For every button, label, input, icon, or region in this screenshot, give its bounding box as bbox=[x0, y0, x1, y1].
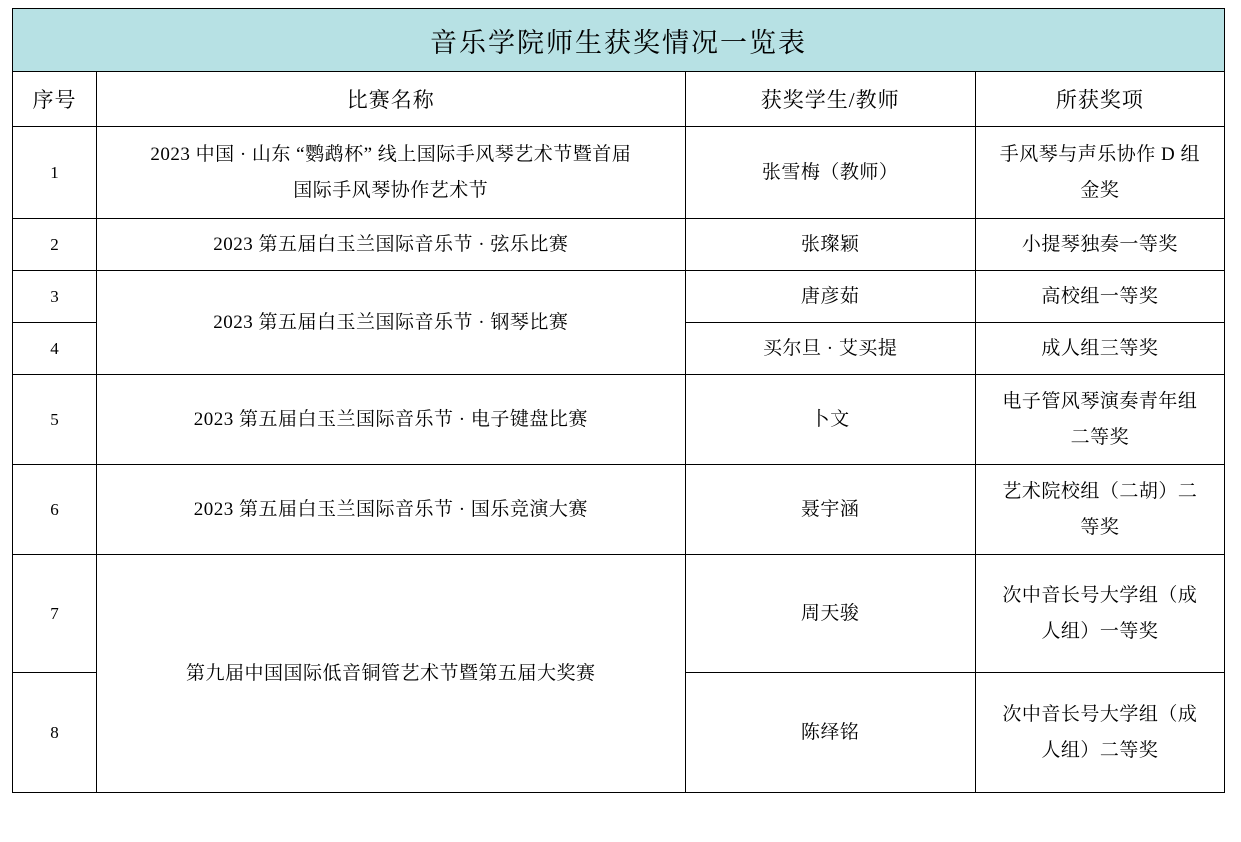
row-award bbox=[975, 465, 1224, 555]
row-award-line1: 手风琴与声乐协作 D 组 bbox=[999, 144, 1200, 166]
row-award-line2: 二等奖 bbox=[1070, 426, 1130, 448]
row-award: 小提琴独奏一等奖 bbox=[975, 219, 1224, 271]
table-row bbox=[13, 219, 1225, 271]
column-header-competition: 比赛名称 bbox=[97, 72, 685, 127]
row-index: 7 bbox=[13, 555, 97, 673]
row-index: 1 bbox=[13, 127, 97, 219]
row-award bbox=[975, 555, 1224, 673]
award-table bbox=[12, 8, 1225, 793]
row-award bbox=[975, 673, 1224, 793]
row-index: 6 bbox=[13, 465, 97, 555]
page-title: 音乐学院师生获奖情况一览表 bbox=[13, 9, 1225, 72]
column-header-person: 获奖学生/教师 bbox=[685, 72, 975, 127]
column-header-award: 所获奖项 bbox=[975, 72, 1224, 127]
table-title-row bbox=[13, 9, 1225, 72]
row-index: 3 bbox=[13, 271, 97, 323]
row-award bbox=[975, 127, 1224, 219]
row-competition-line2: 国际手风琴协作艺术节 bbox=[293, 179, 489, 201]
row-person: 张璨颖 bbox=[685, 219, 975, 271]
table-row bbox=[13, 465, 1225, 555]
row-competition-merged: 2023 第五届白玉兰国际音乐节 · 钢琴比赛 bbox=[97, 271, 685, 375]
table-header-row bbox=[13, 72, 1225, 127]
table-row bbox=[13, 271, 1225, 323]
table-row bbox=[13, 127, 1225, 219]
row-competition bbox=[97, 127, 685, 219]
row-competition: 2023 第五届白玉兰国际音乐节 · 国乐竞演大赛 bbox=[97, 465, 685, 555]
row-award-line1: 电子管风琴演奏青年组 bbox=[1002, 391, 1198, 413]
row-award-line1: 次中音长号大学组（成 bbox=[1002, 585, 1198, 607]
row-person: 唐彦茹 bbox=[685, 271, 975, 323]
row-award bbox=[975, 375, 1224, 465]
row-award: 高校组一等奖 bbox=[975, 271, 1224, 323]
row-award-line1: 艺术院校组（二胡）二 bbox=[1002, 481, 1198, 503]
row-award: 成人组三等奖 bbox=[975, 323, 1224, 375]
row-person: 买尔旦 · 艾买提 bbox=[685, 323, 975, 375]
row-index: 8 bbox=[13, 673, 97, 793]
row-person: 聂宇涵 bbox=[685, 465, 975, 555]
row-competition: 2023 第五届白玉兰国际音乐节 · 电子键盘比赛 bbox=[97, 375, 685, 465]
row-competition-line1: 2023 中国 · 山东 “鹦鹉杯” 线上国际手风琴艺术节暨首届 bbox=[150, 144, 632, 166]
table-row bbox=[13, 375, 1225, 465]
row-person: 周天骏 bbox=[685, 555, 975, 673]
row-competition: 2023 第五届白玉兰国际音乐节 · 弦乐比赛 bbox=[97, 219, 685, 271]
row-index: 5 bbox=[13, 375, 97, 465]
row-person: 张雪梅（教师） bbox=[685, 127, 975, 219]
row-award-line2: 金奖 bbox=[1080, 179, 1120, 201]
row-index: 4 bbox=[13, 323, 97, 375]
table-row bbox=[13, 555, 1225, 673]
row-person: 卜文 bbox=[685, 375, 975, 465]
row-index: 2 bbox=[13, 219, 97, 271]
row-award-line1: 次中音长号大学组（成 bbox=[1002, 704, 1198, 726]
row-award-line2: 人组）一等奖 bbox=[1041, 620, 1159, 642]
row-award-line2: 等奖 bbox=[1080, 516, 1120, 538]
row-award-line2: 人组）二等奖 bbox=[1041, 739, 1159, 761]
row-competition-merged: 第九届中国国际低音铜管艺术节暨第五届大奖赛 bbox=[97, 555, 685, 793]
row-person: 陈绎铭 bbox=[685, 673, 975, 793]
column-header-index: 序号 bbox=[13, 72, 97, 127]
